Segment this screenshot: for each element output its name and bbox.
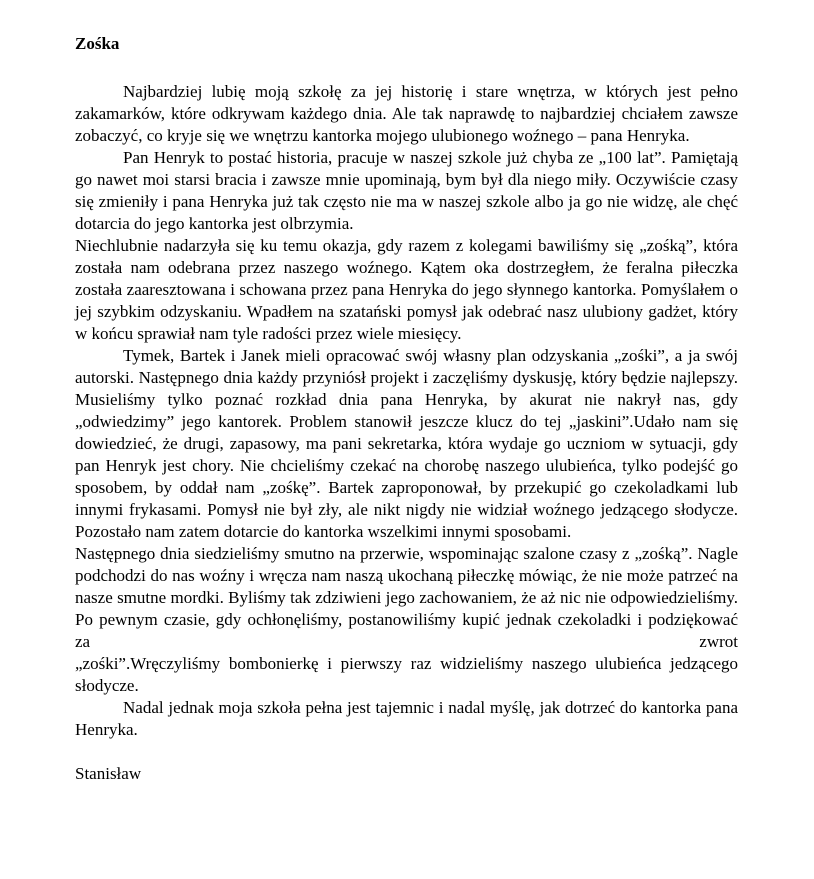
paragraph-5: Następnego dnia siedzieliśmy smutno na przerwie, wspominając szalone czasy z „zośką”. Nagle podchodzi do nas woźny i wręcza nam naszą ukochaną piłeczkę mówiąc, że nie może patrzeć na nasze smutne mordki. Byliśmy tak zdziwieni jego zachowaniem, że aż nic nie odpowiedzieliśmy. Po pewnym czasie, gdy ochłonęliśmy, postanowiliśmy kupić jednak czekoladki i podziękować za zwrot bbox=[75, 544, 738, 651]
signature: Stanisław bbox=[75, 764, 142, 783]
document-title: Zośka bbox=[75, 34, 120, 53]
document-body bbox=[75, 81, 738, 741]
paragraph-6: „zośki”.Wręczyliśmy bombonierkę i pierwszy raz widzieliśmy naszego ulubieńca jedzącego słodycze. bbox=[75, 654, 738, 695]
paragraph-4: Tymek, Bartek i Janek mieli opracować swój własny plan odzyskania „zośki”, a ja swój autorski. Następnego dnia każdy przyniósł projekt i zaczęliśmy dyskusję, który będzie najlepszy. Musieliśmy tylko poznać rozkład dnia pana Henryka, by akurat nie nakrył nas, gdy „odwiedzimy” jego kantorek. Problem stanowił jeszcze klucz do tej „jaskini”.Udało nam się dowiedzieć, że drugi, zapasowy, ma pani sekretarka, która wydaje go uczniom w sytuacji, gdy pan Henryk jest chory. Nie chcieliśmy czekać na chorobę naszego ulubieńca, tylko podejść go sposobem, by oddał nam „zośkę”. Bartek zaproponował, by przekupić go czekoladkami lub innymi frykasami. Pomysł nie był zły, ale nikt nigdy nie widział woźnego jedzącego słodycze. Pozostało nam zatem dotarcie do kantorka wszelkimi innymi sposobami. bbox=[75, 346, 738, 541]
paragraph-2: Pan Henryk to postać historia, pracuje w naszej szkole już chyba ze „100 lat”. Pamiętają go nawet moi starsi bracia i zawsze mnie upominają, bym był dla niego miły. Oczywiście czasy się zmieniły i pana Henryka już tak często nie ma w naszej szkole albo ja go nie widzę, ale chęć dotarcia do jego kantorka jest olbrzymia. bbox=[75, 148, 738, 233]
paragraph-1: Najbardziej lubię moją szkołę za jej historię i stare wnętrza, w których jest pełno zakamarków, które odkrywam każdego dnia. Ale tak naprawdę to najbardziej chciałem zawsze zobaczyć, co kryje się we wnętrzu kantorka mojego ulubionego woźnego – pana Henryka. bbox=[75, 82, 738, 145]
document-page bbox=[75, 33, 738, 785]
paragraph-7: Nadal jednak moja szkoła pełna jest tajemnic i nadal myślę, jak dotrzeć do kantorka pana Henryka. bbox=[75, 698, 738, 739]
paragraph-3: Niechlubnie nadarzyła się ku temu okazja, gdy razem z kolegami bawiliśmy się „zośką”, która została nam odebrana przez naszego woźnego. Kątem oka dostrzegłem, że feralna piłeczka została zaaresztowana i schowana przez pana Henryka do jego słynnego kantorka. Pomyślałem o jej szybkim odzyskaniu. Wpadłem na szatański pomysł jak odebrać nasz ulubiony gadżet, który w końcu sprawiał nam tyle radości przez wiele miesięcy. bbox=[75, 236, 738, 343]
